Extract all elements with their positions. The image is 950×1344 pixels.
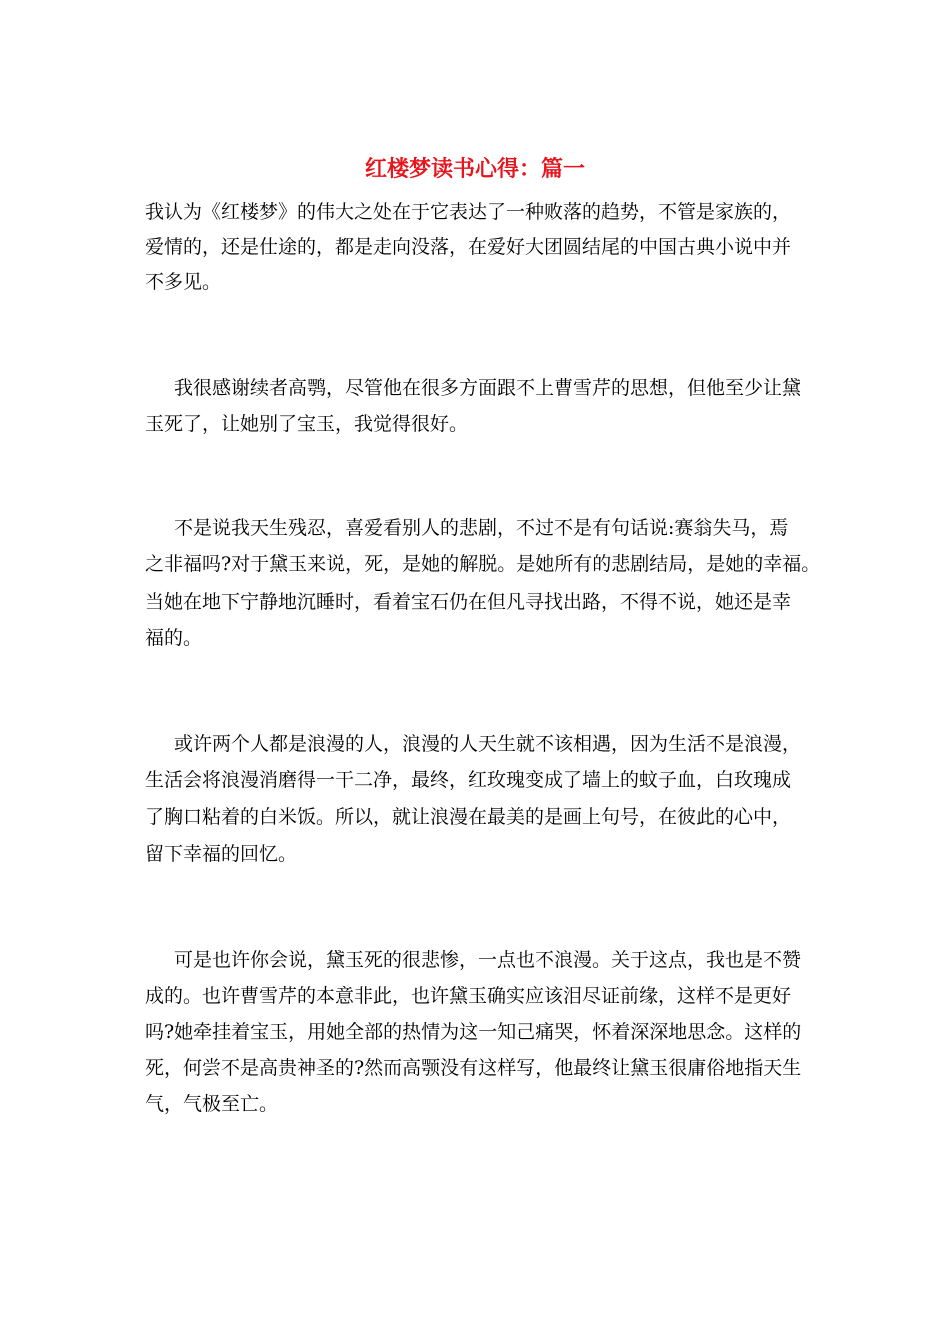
paragraph-3-line-1: 不是说我天生残忍，喜爱看别人的悲剧，不过不是有句话说:赛翁失马，焉 xyxy=(174,517,789,539)
paragraph-3-line-2: 之非福吗?对于黛玉来说，死，是她的解脱。是她所有的悲剧结局，是她的幸福。 xyxy=(145,553,821,575)
document-title: 红楼梦读书心得：篇一 xyxy=(364,156,585,182)
paragraph-4-line-3: 了胸口粘着的白米饭。所以，就让浪漫在最美的是画上句号，在彼此的心中， xyxy=(145,806,792,828)
paragraph-3-line-3: 当她在地下宁静地沉睡时，看着宝石仍在但凡寻找出路，不得不说，她还是幸 xyxy=(145,591,792,613)
paragraph-2-line-1: 我很感谢续者高鹗，尽管他在很多方面跟不上曹雪芹的思想，但他至少让黛 xyxy=(174,377,802,399)
paragraph-1-line-2: 爱情的，还是仕途的，都是走向没落，在爱好大团圆结尾的中国古典小说中并 xyxy=(145,236,792,258)
paragraph-1-line-3: 不多见。 xyxy=(145,271,222,293)
paragraph-5-line-1: 可是也许你会说，黛玉死的很悲惨，一点也不浪漫。关于这点，我也是不赞 xyxy=(174,949,802,971)
paragraph-5-line-3: 吗?她牵挂着宝玉，用她全部的热情为这一知己痛哭，怀着深深地思念。这样的 xyxy=(145,1021,802,1043)
paragraph-5-line-2: 成的。也许曹雪芹的本意非此，也许黛玉确实应该泪尽证前缘，这样不是更好 xyxy=(145,985,792,1007)
paragraph-2-line-2: 玉死了，让她别了宝玉，我觉得很好。 xyxy=(145,413,469,435)
paragraph-4-line-2: 生活会将浪漫消磨得一干二净，最终，红玫瑰变成了墙上的蚊子血，白玫瑰成 xyxy=(145,769,792,791)
paragraph-4-line-1: 或许两个人都是浪漫的人，浪漫的人天生就不该相遇，因为生活不是浪漫， xyxy=(174,733,802,755)
paragraph-5-line-4: 死，何尝不是高贵神圣的?然而高颚没有这样写，他最终让黛玉很庸俗地指天生 xyxy=(145,1057,802,1079)
paragraph-1-line-1: 我认为《红楼梦》的伟大之处在于它表达了一种败落的趋势，不管是家族的， xyxy=(145,201,792,223)
paragraph-3-line-4: 福的。 xyxy=(145,627,203,649)
paragraph-4-line-4: 留下幸福的回忆。 xyxy=(145,843,298,865)
paragraph-5-line-5: 气，气极至亡。 xyxy=(145,1093,279,1115)
